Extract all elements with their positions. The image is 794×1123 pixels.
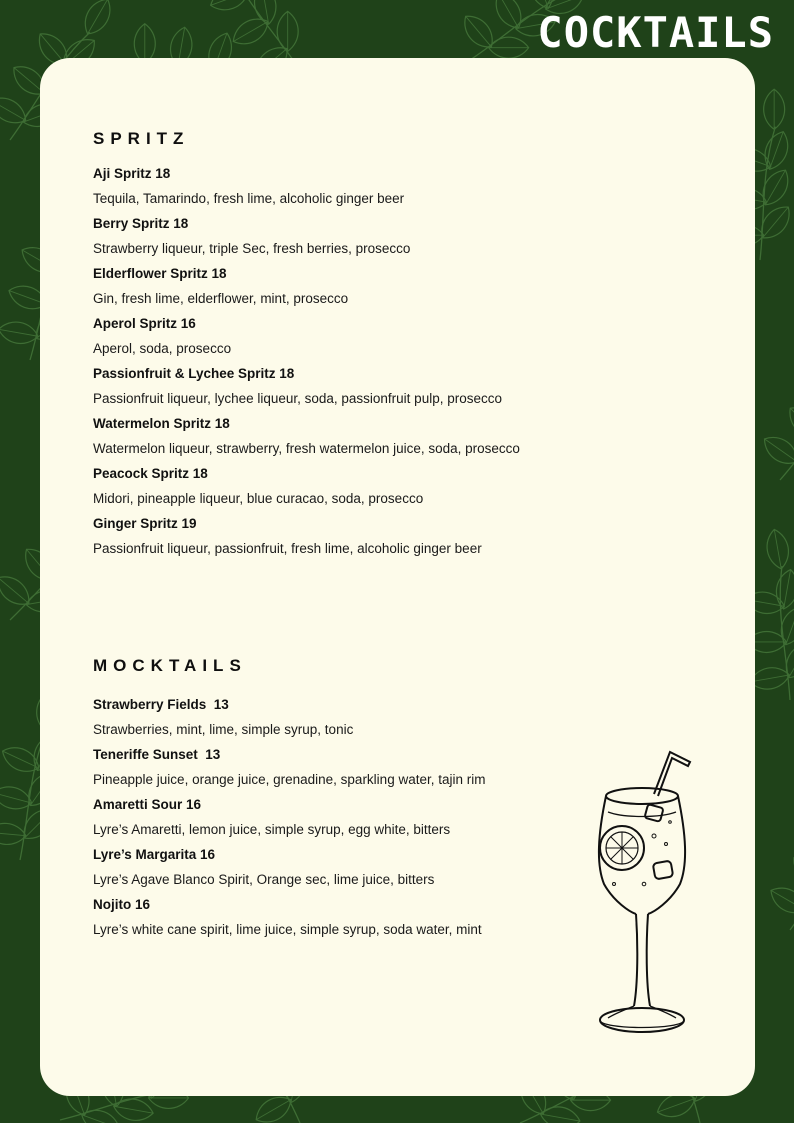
list-item xyxy=(93,211,520,261)
item-name: Aji Spritz 18 xyxy=(93,166,171,181)
item-name: Amaretti Sour 16 xyxy=(93,797,202,812)
list-item xyxy=(93,692,485,742)
list-item xyxy=(93,311,520,361)
section-title-mocktails: MOCKTAILS xyxy=(93,656,247,675)
item-description: Lyre’s Amaretti, lemon juice, simple syrup, egg white, bitters xyxy=(93,822,451,837)
list-item xyxy=(93,361,520,411)
item-description: Gin, fresh lime, elderflower, mint, prosecco xyxy=(93,291,349,306)
item-name: Peacock Spritz 18 xyxy=(93,466,208,481)
item-name: Strawberry Fields 13 xyxy=(93,697,229,712)
spritz-list xyxy=(93,161,520,561)
item-description: Pineapple juice, orange juice, grenadine, sparkling water, tajin rim xyxy=(93,772,486,787)
item-description: Watermelon liqueur, strawberry, fresh watermelon juice, soda, prosecco xyxy=(93,441,520,456)
list-item xyxy=(93,261,520,311)
list-item xyxy=(93,411,520,461)
item-name: Watermelon Spritz 18 xyxy=(93,416,230,431)
mocktails-list xyxy=(93,692,485,942)
item-name: Nojito 16 xyxy=(93,897,151,912)
list-item xyxy=(93,461,520,511)
item-description: Strawberry liqueur, triple Sec, fresh berries, prosecco xyxy=(93,241,411,256)
page-title: COCKTAILS xyxy=(537,8,774,57)
item-description: Lyre’s Agave Blanco Spirit, Orange sec, lime juice, bitters xyxy=(93,872,435,887)
item-name: Ginger Spritz 19 xyxy=(93,516,197,531)
item-description: Strawberries, mint, lime, simple syrup, tonic xyxy=(93,722,354,737)
list-item xyxy=(93,792,485,842)
item-name: Lyre’s Margarita 16 xyxy=(93,847,216,862)
item-description: Tequila, Tamarindo, fresh lime, alcoholic ginger beer xyxy=(93,191,405,206)
cocktail-glass-icon xyxy=(584,744,700,1044)
section-title-spritz: SPRITZ xyxy=(93,129,190,148)
list-item xyxy=(93,511,520,561)
item-description: Midori, pineapple liqueur, blue curacao, soda, prosecco xyxy=(93,491,424,506)
list-item xyxy=(93,161,520,211)
item-description: Passionfruit liqueur, passionfruit, fresh lime, alcoholic ginger beer xyxy=(93,541,482,556)
item-name: Teneriffe Sunset 13 xyxy=(93,747,221,762)
list-item xyxy=(93,742,485,792)
list-item xyxy=(93,842,485,892)
item-name: Berry Spritz 18 xyxy=(93,216,189,231)
item-name: Elderflower Spritz 18 xyxy=(93,266,227,281)
item-description: Passionfruit liqueur, lychee liqueur, soda, passionfruit pulp, prosecco xyxy=(93,391,502,406)
list-item xyxy=(93,892,485,942)
item-description: Aperol, soda, prosecco xyxy=(93,341,232,356)
item-name: Aperol Spritz 16 xyxy=(93,316,196,331)
item-description: Lyre’s white cane spirit, lime juice, simple syrup, soda water, mint xyxy=(93,922,482,937)
item-name: Passionfruit & Lychee Spritz 18 xyxy=(93,366,295,381)
